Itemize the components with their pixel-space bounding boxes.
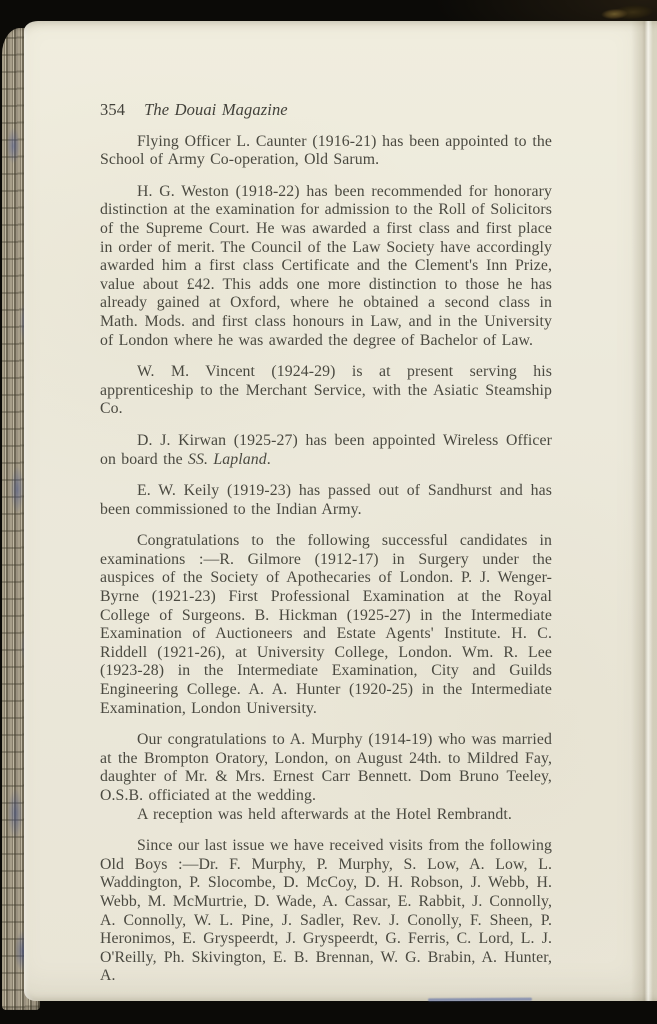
body-text: E. W. Keily (1919-23) has passed out of Sandhurst and has been commissioned to the Indian Army.: [100, 482, 552, 518]
text-body: [100, 133, 552, 986]
paragraph-visits: [100, 837, 552, 986]
body-text: H. G. Weston (1918-22) has been recommended for honorary distinction at the examination for admission to the Roll of Solicitors of the Supreme Court. He was awarded a first class and first place in order of merit. The Council of the Law Society have accordingly awarded him a first class Certificate and the Clement's Inn Prize, value about £42. This adds one more distinction to those he has already gained at Oxford, where he obtained a second class in Math. Mods. and first class honours in Law, and in the University of London where he was awarded the degree of Bachelor of Law.: [100, 182, 552, 349]
paragraph-reception: [100, 806, 552, 825]
page-header: [100, 101, 552, 120]
paragraph-keily: [100, 482, 552, 519]
body-text: Since our last issue we have received visits from the following Old Boys :—Dr. F. Murphy, P. Murphy, S. Low, A. Low, L. Waddington, P. Slocombe, D. McCoy, D. H. Robson, J. Webb, H. Webb, M. McMurtrie, D. Wade, A. Cassar, E. Rabbit, J. Connolly, A. Connolly, W. L. Pine, J. Sadler, Rev. J. Conolly, F. Sheen, P. Heronimos, E. Gryspeerdt, J. Gryspeerdt, G. Ferris, C. Lord, L. J. O'Reilly, Ph. Skivington, E. B. Brennan, W. G. Brabin, A. Hunter, A.: [100, 837, 552, 985]
running-title: The Douai Magazine: [144, 100, 288, 119]
paragraph-weston: [100, 183, 552, 350]
text-column: [100, 101, 552, 999]
paragraph-caunter: [100, 133, 552, 170]
body-text: Our congratulations to A. Murphy (1914-19) who was married at the Brompton Oratory, London, on August 24th. to Mildred Fay, daughter of Mr. & Mrs. Ernest Carr Bennett. Dom Bruno Teeley, O.S.B. officiated at the wedding.: [100, 731, 552, 804]
magazine-page: [24, 21, 657, 1001]
paragraph-kirwan: [100, 432, 552, 469]
italic-text: SS. Lapland: [188, 450, 267, 468]
page-number: 354: [100, 100, 126, 119]
body-text: .: [266, 450, 271, 468]
body-text: Flying Officer L. Caunter (1916-21) has been appointed to the School of Army Co-operation, Old Sarum.: [100, 132, 552, 169]
page-fold-shadow: [631, 21, 657, 1001]
body-text: W. M. Vincent (1924-29) is at present serving his apprenticeship to the Merchant Service, with the Asiatic Steamship Co.: [100, 363, 552, 418]
paragraph-examinations: [100, 532, 552, 718]
paragraph-murphy-wedding: [100, 731, 552, 805]
paragraph-vincent: [100, 363, 552, 419]
body-text: Congratulations to the following successful candidates in examinations :—R. Gilmore (1912-17) in Surgery under the auspices of the Society of Apothecaries of London. P. J. Wenger-Byrne (1921-23) First Professional Examination at the Royal College of Surgeons. B. Hickman (1925-27) in the Intermediate Examination of Auctioneers and Estate Agents' Institute. H. C. Riddell (1921-26), at University College, London. Wm. R. Lee (1923-28) in the Intermediate Examination, City and Guilds Engineering College. A. A. Hunter (1920-25) in the Intermediate Examination, London University.: [100, 532, 552, 717]
body-text: A reception was held afterwards at the Hotel Rembrandt.: [137, 805, 512, 823]
body-text: D. J. Kirwan (1925-27) has been appointed Wireless Officer on board the: [100, 431, 552, 468]
